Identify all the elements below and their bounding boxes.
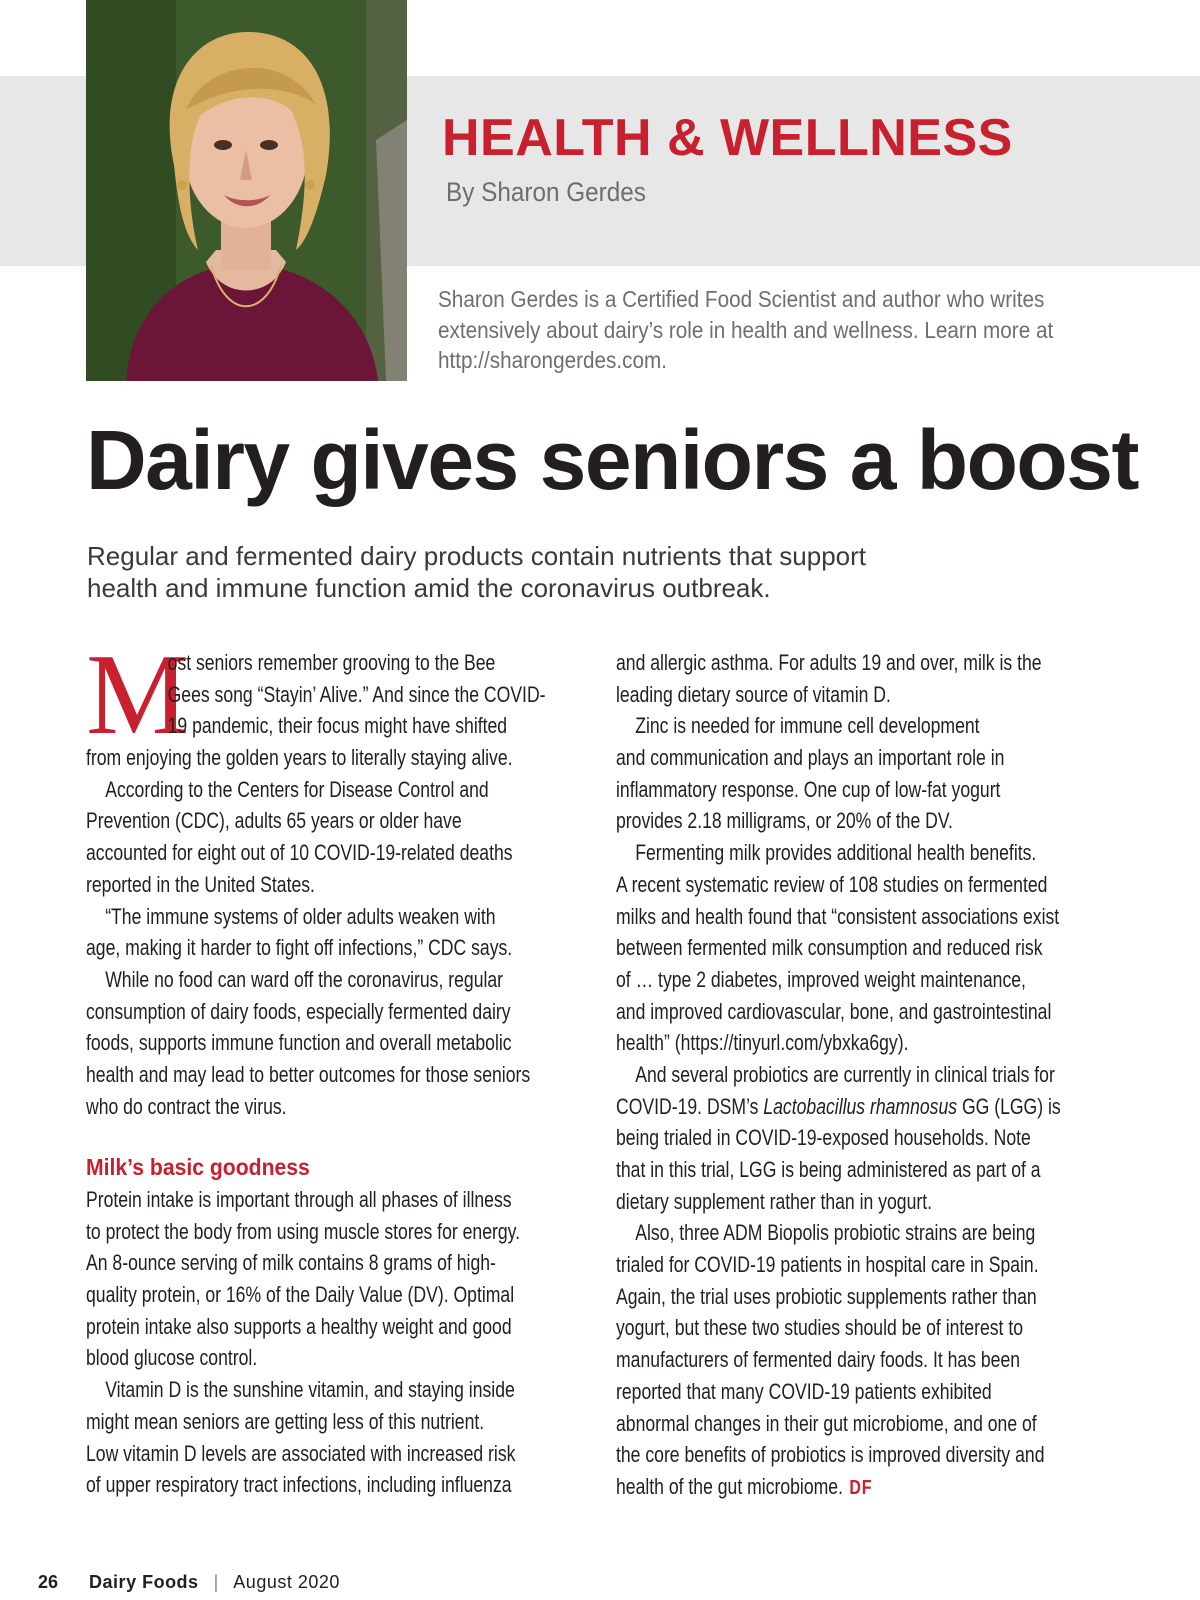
text-line: “The immune systems of older adults weaken with: [105, 903, 496, 929]
byline: By Sharon Gerdes: [446, 177, 646, 207]
footer-separator: |: [213, 1572, 219, 1592]
text-span: COVID-19. DSM’s: [616, 1093, 764, 1119]
text-line: health and may lead to better outcomes for those seniors: [86, 1061, 531, 1087]
text-line: Also, three ADM Biopolis probiotic strains are being: [635, 1220, 1036, 1246]
deck-line: Regular and fermented dairy products contain nutrients that support: [87, 541, 867, 571]
end-mark: DF: [849, 1476, 873, 1499]
article-column-left: [86, 631, 656, 1501]
text-line: foods, supports immune function and overall metabolic: [86, 1030, 512, 1056]
text-line: blood glucose control.: [86, 1345, 258, 1371]
page-number: 26: [38, 1572, 59, 1592]
article-column-right: [616, 647, 1186, 1503]
text-line: ost seniors remember grooving to the Bee: [167, 650, 496, 675]
text-line: yogurt, but these two studies should be of interest to: [616, 1315, 1023, 1341]
text-line: consumption of dairy foods, especially fermented dairy: [86, 998, 511, 1024]
article-deck: [87, 540, 987, 604]
text-line: health” (https://tinyurl.com/ybxka6gy).: [616, 1030, 909, 1056]
drop-cap-paragraph: [86, 631, 656, 774]
text-line: accounted for eight out of 10 COVID-19-related deaths: [86, 840, 513, 866]
article-headline: Dairy gives seniors a boost: [86, 413, 1138, 507]
text-line: Zinc is needed for immune cell development: [635, 713, 980, 739]
bio-line: extensively about dairy’s role in health and wellness. Learn more at: [438, 316, 1054, 343]
text-line: Gees song “Stayin’ Alive.” And since the COVID-: [167, 681, 546, 707]
magazine-name: Dairy Foods: [89, 1572, 199, 1592]
text-span: health of the gut microbiome.: [616, 1473, 843, 1499]
text-line: being trialed in COVID-19-exposed households. Note: [616, 1125, 1031, 1151]
bio-line: Sharon Gerdes is a Certified Food Scientist and author who writes: [438, 286, 1045, 312]
text-line: the core benefits of probiotics is improved diversity and: [616, 1442, 1045, 1468]
text-line: might mean seniors are getting less of this nutrient.: [86, 1408, 485, 1434]
text-span: GG (LGG) is: [957, 1093, 1061, 1119]
text-line: and improved cardiovascular, bone, and gastrointestinal: [616, 998, 1052, 1024]
text-line: An 8-ounce serving of milk contains 8 grams of high-: [86, 1250, 496, 1276]
text-line: [616, 1091, 1072, 1123]
text-line: While no food can ward off the coronavirus, regular: [105, 966, 504, 992]
text-line: quality protein, or 16% of the Daily Value (DV). Optimal: [86, 1282, 515, 1308]
text-line: reported that many COVID-19 patients exhibited: [616, 1378, 992, 1404]
text-line: And several probiotics are currently in clinical trials for: [635, 1061, 1055, 1087]
issue-date: August 2020: [233, 1572, 340, 1592]
subhead: Milk’s basic goodness: [86, 1154, 310, 1181]
author-photo: [86, 0, 407, 381]
species-name: Lactobacillus rhamnosus: [763, 1093, 958, 1119]
page-footer: [38, 1572, 340, 1593]
bio-line: http://sharongerdes.com.: [438, 347, 667, 373]
text-line: of … type 2 diabetes, improved weight maintenance,: [616, 966, 1026, 992]
deck-line: health and immune function amid the coronavirus outbreak.: [87, 573, 771, 603]
text-line: reported in the United States.: [86, 871, 315, 897]
text-line: age, making it harder to fight off infections,” CDC says.: [86, 935, 513, 961]
text-line: protein intake also supports a healthy weight and good: [86, 1313, 512, 1339]
text-line: Low vitamin D levels are associated with increased risk: [86, 1440, 516, 1466]
text-line: provides 2.18 milligrams, or 20% of the DV.: [616, 808, 953, 834]
text-line: Prevention (CDC), adults 65 years or older have: [86, 808, 462, 834]
text-line: to protect the body from using muscle stores for energy.: [86, 1218, 521, 1244]
author-bio: [438, 284, 1068, 376]
text-line: milks and health found that “consistent associations exist: [616, 903, 1060, 929]
text-line: from enjoying the golden years to literally staying alive.: [86, 745, 513, 771]
text-line: Again, the trial uses probiotic supplements rather than: [616, 1283, 1037, 1309]
text-line: and communication and plays an important role in: [616, 745, 1005, 771]
text-line: that in this trial, LGG is being administered as part of a: [616, 1157, 1041, 1182]
text-line: trialed for COVID-19 patients in hospital care in Spain.: [616, 1252, 1039, 1278]
text-line: who do contract the virus.: [86, 1093, 287, 1119]
text-line: and allergic asthma. For adults 19 and over, milk is the: [616, 650, 1042, 675]
text-line: dietary supplement rather than in yogurt.: [616, 1188, 933, 1214]
author-portrait-illustration: [86, 0, 407, 381]
text-line: abnormal changes in their gut microbiome, and one of: [616, 1410, 1037, 1436]
section-title: HEALTH & WELLNESS: [442, 109, 1013, 167]
text-line: [616, 1471, 1072, 1503]
text-line: According to the Centers for Disease Control and: [105, 776, 489, 802]
drop-cap: M: [86, 631, 190, 759]
text-line: inflammatory response. One cup of low-fat yogurt: [616, 776, 1001, 802]
text-line: Fermenting milk provides additional health benefits.: [635, 840, 1037, 866]
text-line: A recent systematic review of 108 studies on fermented: [616, 871, 1048, 897]
text-line: leading dietary source of vitamin D.: [616, 681, 891, 707]
text-line: Protein intake is important through all phases of illness: [86, 1187, 512, 1212]
text-line: of upper respiratory tract infections, including influenza: [86, 1472, 512, 1498]
text-line: 19 pandemic, their focus might have shifted: [167, 713, 508, 739]
text-line: manufacturers of fermented dairy foods. It has been: [616, 1347, 1021, 1373]
text-line: Vitamin D is the sunshine vitamin, and staying inside: [105, 1377, 515, 1403]
text-line: between fermented milk consumption and reduced risk: [616, 935, 1043, 961]
